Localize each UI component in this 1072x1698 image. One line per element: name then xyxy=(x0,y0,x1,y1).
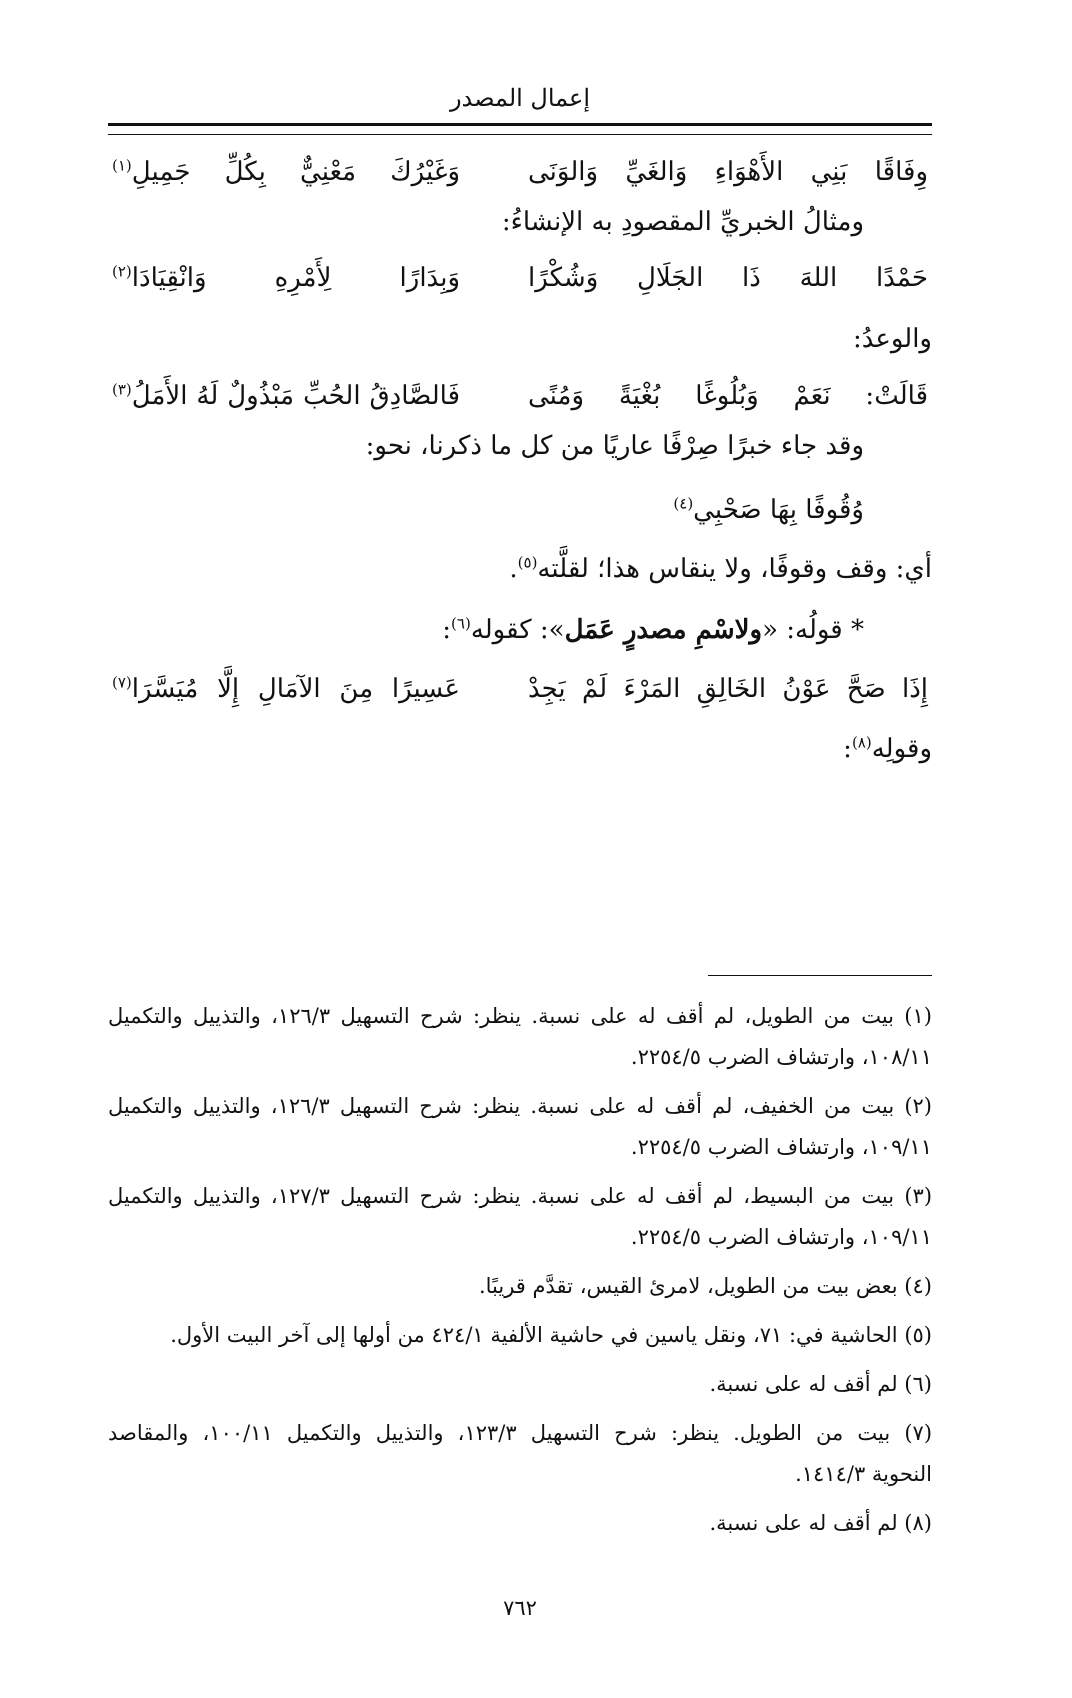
verse-fragment-text: وُقُوفًا بِهَا صَحْبِي xyxy=(693,495,864,525)
verse-4-first-hemistich: إِذَا صَحَّ عَوْنُ الخَالِقِ المَرْءَ لَمْ يَجِدْ xyxy=(528,674,928,704)
commentary-suffix: »: كقوله xyxy=(470,615,565,645)
footnote-separator xyxy=(708,975,932,976)
verse-1-second-text: وَغَيْرُكَ مَعْنِيٌّ بِكُلِّ جَمِيلِ xyxy=(131,157,460,187)
verse-2 xyxy=(112,256,928,300)
verse-3-second-hemistich xyxy=(112,377,460,415)
footnote-ref-4: (٤) xyxy=(673,494,694,513)
paragraph-line-5-text: وقولِه xyxy=(871,734,932,764)
header-rule-thin xyxy=(108,134,932,135)
footnote-7-line-1: (٧) بيت من الطويل. ينظر: شرح التسهيل ١٢٣/٣، والتذييل والتكميل ١٠٠/١١، والمقاصد xyxy=(108,1421,933,1445)
verse-4 xyxy=(112,667,928,711)
paragraph-line-4-end: . xyxy=(509,554,518,584)
paragraph-line-3: وقد جاء خبرًا صِرْفًا عاريًا من كل ما ذكرنا، نحو: xyxy=(365,431,864,461)
paragraph-line-5-end: : xyxy=(843,734,852,764)
footnote-2-line-2: ١٠٩/١١، وارتشاف الضرب ٢٢٥٤/٥. xyxy=(630,1135,932,1159)
running-title: إعمال المصدر xyxy=(449,84,591,112)
commentary-prefix: * قولُه: « xyxy=(762,615,864,645)
verse-2-second-text: وَبِدَارًا لِأَمْرِهِ وَانْقِيَادَا xyxy=(131,263,460,293)
quoted-phrase: ولاسْمِ مصدرٍ عَمَل xyxy=(564,615,763,645)
footnote-ref-2: (٢) xyxy=(112,262,132,281)
header-rule-thick xyxy=(108,123,932,126)
verse-2-second-hemistich xyxy=(112,259,460,297)
footnote-5: (٥) الحاشية في: ٧١، ونقل ياسين في حاشية الألفية ٤٢٤/١ من أولها إلى آخر البيت الأول. xyxy=(170,1323,932,1347)
paragraph-line-1: ومثالُ الخبريِّ المقصودِ به الإنشاءُ: xyxy=(501,207,864,237)
commentary-end: : xyxy=(442,615,452,645)
verse-1 xyxy=(112,150,928,194)
footnote-3-line-2: ١٠٩/١١، وارتشاف الضرب ٢٢٥٤/٥. xyxy=(630,1225,932,1249)
verse-2-first-hemistich: حَمْدًا اللهَ ذَا الجَلَالِ وَشُكْرًا xyxy=(528,263,928,293)
paragraph-line-4-text: أي: وقف وقوفًا، ولا ينقاس هذا؛ لقلَّته xyxy=(537,554,932,584)
verse-4-second-hemistich xyxy=(112,670,460,708)
verse-3-first-hemistich: قَالَتْ: نَعَمْ وَبُلُوغًا بُغْيَةً وَمُنًى xyxy=(528,381,928,411)
footnote-1-line-1: (١) بيت من الطويل، لم أقف له على نسبة. ينظر: شرح التسهيل ١٢٦/٣، والتذييل والتكميل xyxy=(108,1004,932,1028)
footnote-ref-6: (٦) xyxy=(451,614,471,633)
footnote-6: (٦) لم أقف له على نسبة. xyxy=(709,1372,932,1396)
verse-1-first-hemistich: وِفَاقًا بَنِي الأَهْوَاءِ وَالغَيِّ وَالوَنَى xyxy=(528,157,928,187)
footnote-ref-7: (٧) xyxy=(112,673,132,692)
verse-4-second-text: عَسِيرًا مِنَ الآمَالِ إِلَّا مُيَسَّرَا xyxy=(131,674,460,704)
footnote-3-line-1: (٣) بيت من البسيط، لم أقف له على نسبة. ينظر: شرح التسهيل ١٢٧/٣، والتذييل والتكميل xyxy=(108,1184,933,1208)
commentary-heading xyxy=(442,611,864,649)
footnote-ref-5: (٥) xyxy=(517,553,538,572)
verse-3 xyxy=(112,374,928,418)
page-number: ٧٦٢ xyxy=(503,1596,537,1620)
footnote-2-line-1: (٢) بيت من الخفيف، لم أقف له على نسبة. ينظر: شرح التسهيل ١٢٦/٣، والتذييل والتكميل xyxy=(108,1094,932,1118)
verse-1-second-hemistich xyxy=(112,153,460,191)
verse-fragment xyxy=(673,491,864,529)
footnote-ref-8: (٨) xyxy=(851,733,872,752)
footnote-ref-3: (٣) xyxy=(112,380,132,399)
footnote-1-line-2: ١٠٨/١١، وارتشاف الضرب ٢٢٥٤/٥. xyxy=(630,1045,932,1069)
footnote-4: (٤) بعض بيت من الطويل، لامرئ القيس، تقدَّم قريبًا. xyxy=(478,1274,932,1298)
footnote-8: (٨) لم أقف له على نسبة. xyxy=(709,1511,932,1535)
paragraph-line-2: والوعدُ: xyxy=(852,324,932,354)
paragraph-line-5 xyxy=(843,730,932,768)
footnote-ref-1: (١) xyxy=(112,156,132,175)
verse-3-second-text: فَالصَّادِقُ الحُبِّ مَبْذُولٌ لَهُ الأَمَلُ xyxy=(131,381,460,411)
paragraph-line-4 xyxy=(509,550,932,588)
footnote-7-line-2: النحوية ١٤١٤/٣. xyxy=(795,1462,932,1486)
